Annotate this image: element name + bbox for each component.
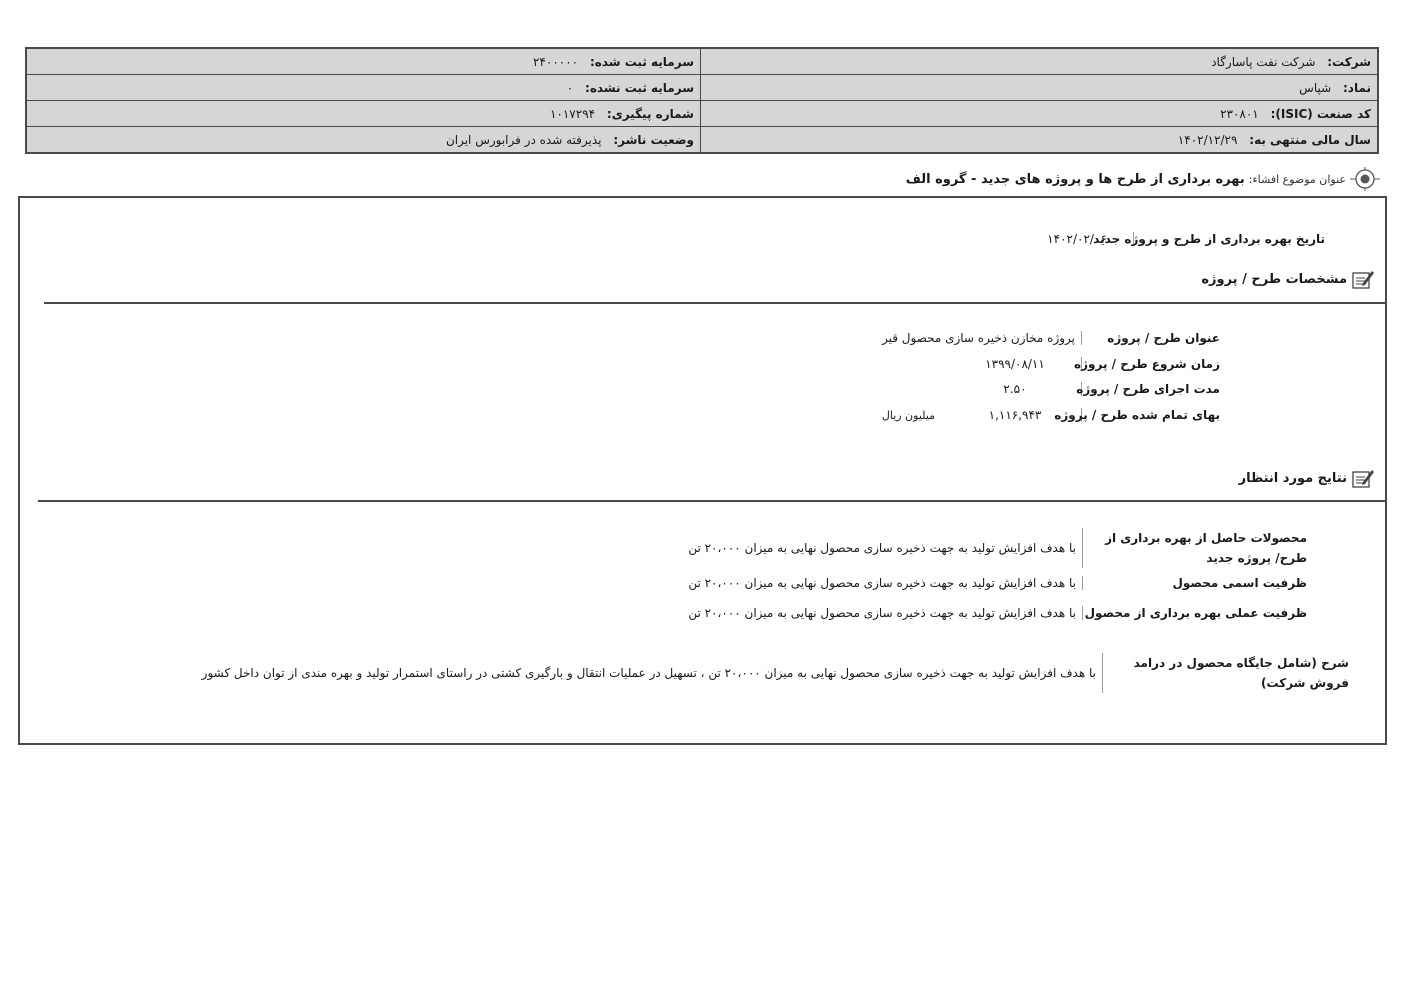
project-section-title: مشخصات طرح / پروژه bbox=[1201, 271, 1347, 287]
project-start-label: زمان شروع طرح / پروژه bbox=[1074, 357, 1220, 371]
tracking-label: شماره پیگیری: bbox=[606, 106, 694, 121]
project-cost-label: بهای تمام شده طرح / پروژه bbox=[1054, 408, 1220, 422]
project-cost-unit: میلیون ریال bbox=[881, 408, 935, 422]
exploitation-date-label: تاریخ بهره برداری از طرح و پروژه جدید bbox=[1093, 232, 1325, 246]
project-duration-value: ۲.۵۰ bbox=[1003, 382, 1027, 396]
unregistered-capital-label: سرمایه ثبت نشده: bbox=[585, 80, 694, 95]
registered-capital-value: ۲۴۰۰۰۰۰ bbox=[532, 54, 579, 69]
company-cell bbox=[701, 48, 1379, 75]
actual-capacity-value: با هدف افزایش تولید به جهت ذخیره سازی محصول نهایی به میزان ۲۰،۰۰۰ تن bbox=[688, 606, 1076, 620]
project-duration-label: مدت اجرای طرح / پروژه bbox=[1076, 382, 1220, 396]
company-value: شرکت نفت پاسارگاد bbox=[1211, 54, 1316, 69]
tracking-value: ۱۰۱۷۲۹۴ bbox=[549, 106, 596, 121]
tracking-cell bbox=[26, 101, 701, 127]
isic-label: کد صنعت (ISIC): bbox=[1270, 106, 1371, 121]
publisher-status-label: وضعیت ناشر: bbox=[613, 132, 694, 147]
results-section-title: نتایج مورد انتظار bbox=[1238, 470, 1347, 486]
products-label: محصولات حاصل از بهره برداری از طرح/ پروژه جدید bbox=[1082, 528, 1307, 568]
subject-caption: عنوان موضوع افشاء: bbox=[1248, 172, 1346, 186]
project-title-label: عنوان طرح / پروژه bbox=[1081, 331, 1220, 345]
exploitation-date-row bbox=[1027, 232, 1325, 246]
symbol-label: نماد: bbox=[1342, 80, 1371, 95]
company-info-table bbox=[25, 47, 1379, 154]
publisher-status-cell bbox=[26, 127, 701, 154]
publisher-status-value: پذیرفته شده در فرابورس ایران bbox=[445, 132, 602, 147]
nominal-capacity-label: ظرفیت اسمی محصول bbox=[1082, 576, 1307, 590]
subject-title: بهره برداری از طرح ها و پروژه های جدید - گروه الف bbox=[905, 171, 1245, 187]
project-cost-row bbox=[882, 408, 1220, 422]
target-icon bbox=[1350, 167, 1380, 191]
project-title-value: پروژه مخازن ذخیره سازی محصول قیر bbox=[881, 331, 1075, 345]
description-value: با هدف افزایش تولید به جهت ذخیره سازی محصول نهایی به میزان ۲۰،۰۰۰ تن ، تسهیل در عملیات انتقال و بارگیری کشتی در راستای استمرار تولید و بهره مندی از توان داخل کشور bbox=[201, 666, 1096, 680]
disclosure-body bbox=[18, 196, 1387, 745]
company-label: شرکت: bbox=[1327, 54, 1371, 69]
nominal-capacity-row bbox=[688, 576, 1307, 590]
fiscal-year-label: سال مالی منتهی به: bbox=[1249, 132, 1371, 147]
symbol-value: شپاس bbox=[1299, 80, 1332, 95]
registered-capital-label: سرمایه ثبت شده: bbox=[589, 54, 694, 69]
symbol-cell bbox=[701, 75, 1379, 101]
edit-note-icon bbox=[1351, 268, 1375, 290]
fiscal-year-value: ۱۴۰۲/۱۲/۲۹ bbox=[1177, 132, 1238, 147]
nominal-capacity-value: با هدف افزایش تولید به جهت ذخیره سازی محصول نهایی به میزان ۲۰،۰۰۰ تن bbox=[688, 576, 1076, 590]
products-value: با هدف افزایش تولید به جهت ذخیره سازی محصول نهایی به میزان ۲۰،۰۰۰ تن bbox=[688, 541, 1076, 555]
products-row bbox=[688, 528, 1307, 568]
project-duration-row bbox=[955, 382, 1220, 396]
unregistered-capital-value: ۰ bbox=[566, 80, 574, 95]
project-cost-value: ۱,۱۱۶,۹۴۳ bbox=[988, 408, 1042, 422]
results-section-divider bbox=[38, 500, 1385, 502]
project-title-row bbox=[882, 331, 1220, 345]
edit-note-icon bbox=[1351, 467, 1375, 489]
project-start-row bbox=[955, 357, 1220, 371]
actual-capacity-row bbox=[688, 606, 1307, 620]
isic-value: ۲۳۰۸۰۱ bbox=[1220, 106, 1259, 121]
fiscal-year-cell bbox=[701, 127, 1379, 154]
project-section-header bbox=[1201, 268, 1375, 290]
results-section-header bbox=[1239, 467, 1375, 489]
exploitation-date-value: ۱۴۰۲/۰۲/۰۶ bbox=[1047, 232, 1107, 246]
project-section-divider bbox=[44, 302, 1385, 304]
isic-cell bbox=[701, 101, 1379, 127]
unregistered-capital-cell bbox=[26, 75, 701, 101]
disclosure-subject bbox=[906, 167, 1380, 191]
project-start-value: ۱۳۹۹/۰۸/۱۱ bbox=[985, 357, 1045, 371]
description-row bbox=[202, 653, 1349, 693]
description-label: شرح (شامل جایگاه محصول در درامد فروش شرکت) bbox=[1102, 653, 1349, 693]
registered-capital-cell bbox=[26, 48, 701, 75]
actual-capacity-label: ظرفیت عملی بهره برداری از محصول bbox=[1082, 606, 1307, 620]
